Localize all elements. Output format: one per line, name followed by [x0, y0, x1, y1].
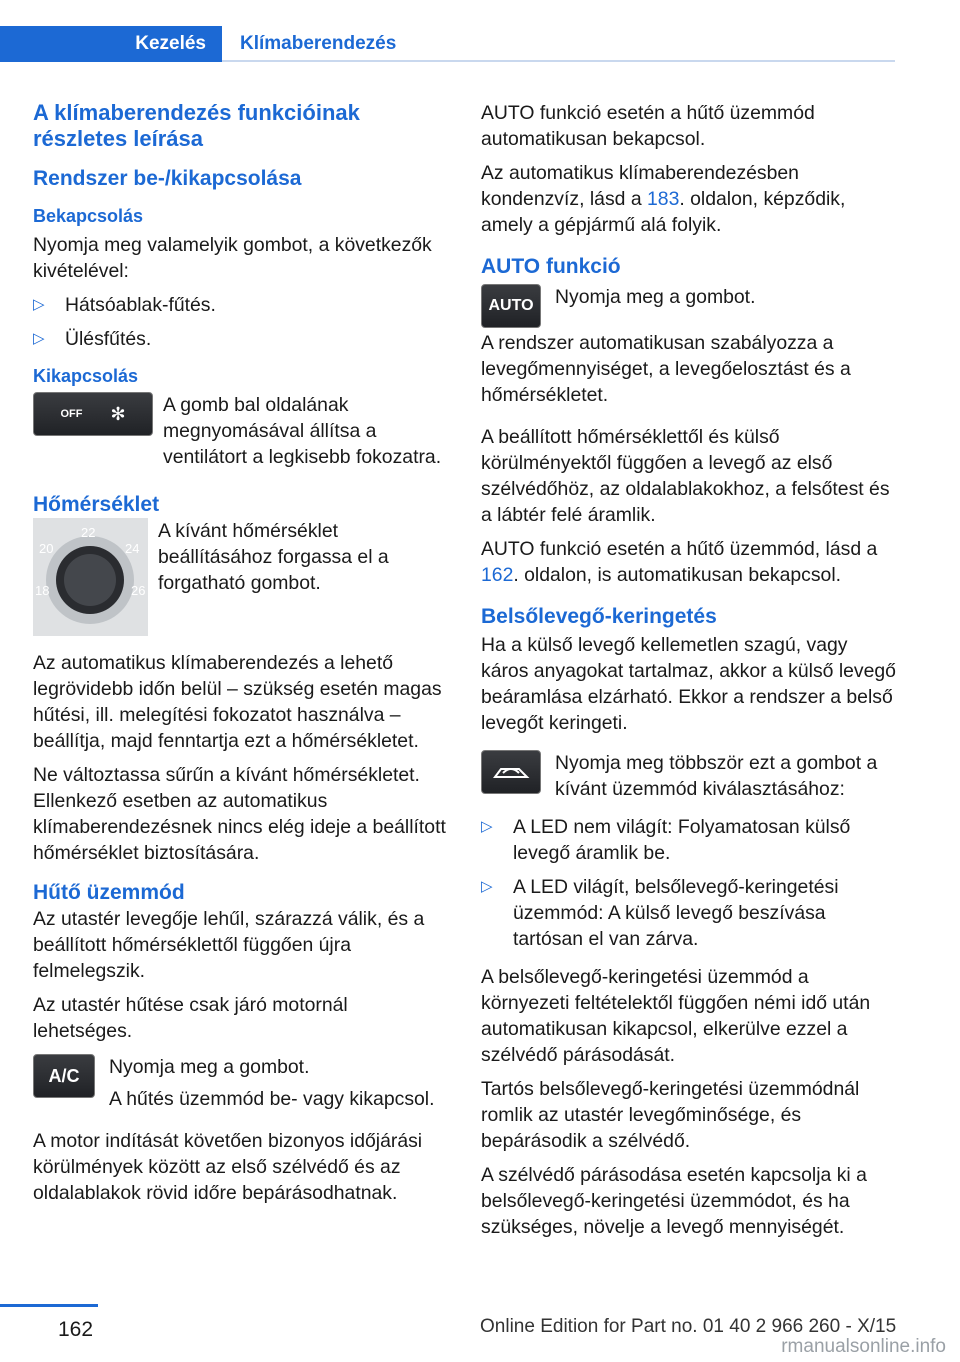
- auto-cool-paragraph: AUTO funkció esetén a hűtő üzemmód automatikusan bekapcsol.: [481, 102, 815, 150]
- header-rule: [222, 60, 895, 62]
- temp-paragraph: Az automatikus klímaberendezés a lehető legrövidebb időn belül – szükség esetén magas hűtési, ill. melegítési fokozatot használva – beállítja, majd fenntartja ezt a hőmérsékletet.: [33, 652, 442, 752]
- recirc-paragraph: Ha a külső levegő kellemetlen szagú, vagy káros anyagokat tartalmaz, akkor a külső levegő beáramlása elzárható. Ekkor a rendszer a belső levegőt keringeti.: [481, 634, 896, 734]
- auto-cooling-paragraph: AUTO funkció esetén a hűtő üzemmód, lásd a 162. oldalon, is automatikusan bekapcsol.: [481, 538, 878, 586]
- list-item: ▷ A LED nem világít: Folyamatosan külső levegő áramlik be.: [481, 816, 851, 864]
- temp-row: [33, 518, 448, 636]
- page-number: 162: [58, 1318, 94, 1341]
- page-link[interactable]: 162: [481, 564, 514, 586]
- triangle-bullet-icon: ▷: [33, 296, 45, 313]
- auto-row: [481, 284, 896, 328]
- knob-label: 26: [131, 583, 146, 598]
- heading-off: Kikapcsolás: [33, 366, 139, 386]
- temp-text: A kívánt hőmérséklet beállításához forgassa el a forgatható gombot.: [158, 520, 389, 594]
- cool-paragraph: A motor indítását követően bizonyos időjárási körülmények között az első szélvédő és az oldalablakok rövid időre bepárásodhatnak.: [33, 1130, 423, 1204]
- heading-auto: AUTO funkció: [481, 255, 621, 278]
- recirc-paragraph: A szélvédő párásodása esetén kapcsolja ki a belsőlevegő-keringetési üzemmódot, és ha szükséges, növelje a levegő mennyiségét.: [481, 1164, 867, 1238]
- knob-label: 20: [39, 541, 54, 556]
- auto-text: A rendszer automatikusan szabályozza a levegőmennyiséget, a levegőelosztást és a hőmérsékletet.: [481, 332, 851, 406]
- fan-off-button-icon: OFF ✻: [33, 392, 153, 436]
- ac-button-icon: A/C: [33, 1054, 95, 1098]
- knob-label: 24: [125, 541, 140, 556]
- recirc-row: [481, 750, 896, 802]
- knob-label: 18: [35, 583, 50, 598]
- watermark: rmanualsonline.info: [781, 1336, 946, 1357]
- cool-paragraph: Az utastér levegője lehűl, szárazzá válik, és a beállított hőmérséklettől függően újra felmelegszik.: [33, 908, 425, 982]
- condensate-paragraph: Az automatikus klímaberendezésben kondenzvíz, lásd a 183. oldalon, képződik, amely a gépjármű alá folyik.: [481, 162, 846, 236]
- recirc-paragraph: Tartós belsőlevegő-keringetési üzemmódnál romlik az utastér levegőminősége, és bepárásodik a szélvédő.: [481, 1078, 860, 1152]
- car-recirculation-icon: [491, 761, 531, 783]
- cool-paragraph: Az utastér hűtése csak járó motornál lehetséges.: [33, 994, 348, 1042]
- left-column: [33, 100, 448, 1214]
- list-item: ▷ Ülésfűtés.: [33, 328, 152, 350]
- off-text: A gomb bal oldalának megnyomásával állítsa a ventilátort a legkisebb fokozatra.: [163, 394, 442, 468]
- fan-icon: ✻: [110, 404, 126, 424]
- list-item: ▷ Hátsóablak-fűtés.: [33, 294, 216, 316]
- temp-paragraph: Ne változtassa sűrűn a kívánt hőmérsékletet. Ellenkező esetben az automatikus klímaberendezésnek nincs elég ideje a beállított hőmérséklet biztosítására.: [33, 764, 446, 864]
- on-text: Nyomja meg valamelyik gombot, a következők kivételével:: [33, 234, 432, 282]
- triangle-bullet-icon: ▷: [481, 818, 493, 835]
- recirc-paragraph: A belsőlevegő-keringetési üzemmód a környezeti feltételektől függően némi idő után automatikusan kikapcsol, elkerülve ezzel a szélvédő párásodását.: [481, 966, 871, 1066]
- airflow-paragraph: A beállított hőmérséklettől és külső körülményektől függően a levegő az első szélvédőhöz, az oldalablakokhoz, a felsőtest és a lábtér felé áramlik.: [481, 426, 890, 526]
- footer-rule: [0, 1304, 98, 1307]
- list-item: ▷ A LED világít, belsőlevegő-keringetési üzemmód: A külső levegő beszívása tartósan el van zárva.: [481, 876, 839, 950]
- temperature-knob-icon: [33, 518, 148, 636]
- recirculation-button-icon: [481, 750, 541, 794]
- triangle-bullet-icon: ▷: [481, 878, 493, 895]
- recirc-mode-list: [481, 814, 896, 952]
- section-title: A klímaberendezés funkcióinak részletes leírása: [33, 100, 360, 151]
- edition-note: Online Edition for Part no. 01 40 2 966 260 - X/15: [480, 1316, 897, 1337]
- recirc-button-text: Nyomja meg többször ezt a gombot a kívánt üzemmód kiválasztásához:: [555, 752, 878, 800]
- off-row: [33, 392, 448, 470]
- auto-button-icon: AUTO: [481, 284, 541, 328]
- auto-press-text: Nyomja meg a gombot.: [555, 286, 756, 308]
- heading-temperature: Hőmérséklet: [33, 493, 160, 516]
- ac-row: [33, 1054, 448, 1112]
- header-tab-active: Kezelés: [0, 26, 222, 62]
- heading-cooling: Hűtő üzemmód: [33, 881, 185, 904]
- header-tab-chapter: Klímaberendezés: [240, 33, 397, 54]
- right-column: [481, 100, 896, 1248]
- page-link[interactable]: 183: [647, 188, 680, 210]
- heading-system: Rendszer be-/kikapcsolása: [33, 167, 302, 190]
- on-exception-list: [33, 292, 448, 352]
- ac-text: Nyomja meg a gombot. A hűtés üzemmód be- vagy kikapcsol.: [109, 1056, 435, 1110]
- heading-recirculation: Belsőlevegő-keringetés: [481, 605, 717, 628]
- knob-label: 22: [81, 525, 96, 540]
- triangle-bullet-icon: ▷: [33, 330, 45, 347]
- heading-on: Bekapcsolás: [33, 206, 144, 226]
